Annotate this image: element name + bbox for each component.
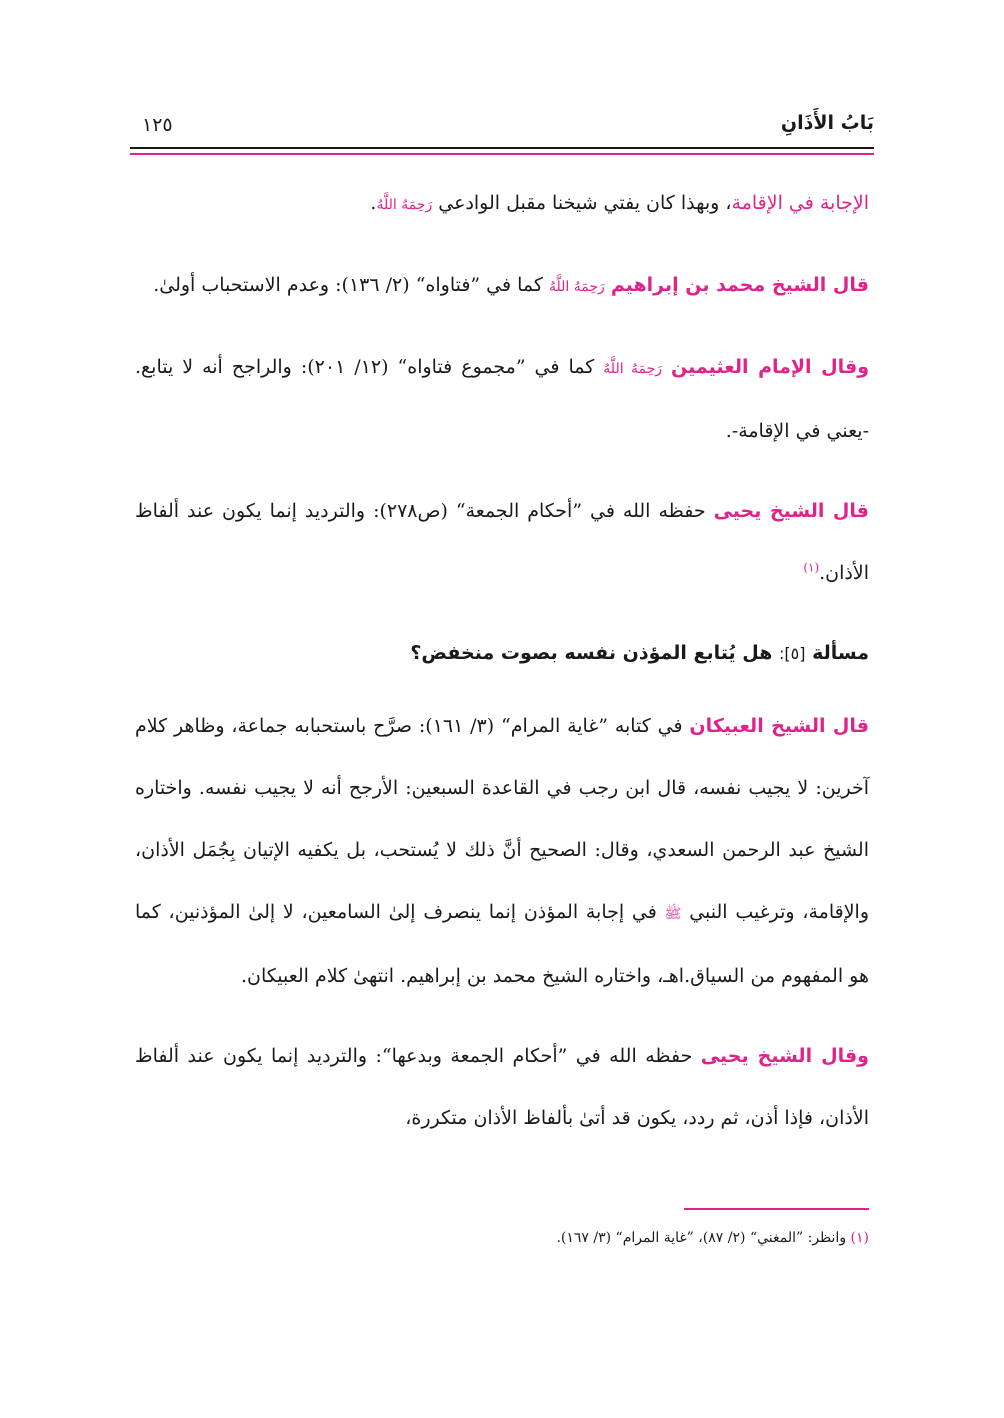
header-rule-pink (130, 153, 874, 155)
section-heading (135, 622, 869, 685)
paragraph-3 (135, 336, 869, 462)
footnote-rule (684, 1208, 869, 1210)
heading-label: مسألة (812, 642, 869, 664)
footnote-reference[interactable]: (١) (803, 560, 820, 575)
paragraph-2-text: كما في ”فتاواه“ (٢/ ١٣٦): وعدم الاستحباب أولىٰ. (153, 274, 543, 296)
paragraph-1 (135, 172, 869, 236)
paragraph-3-text: كما في ”مجموع فتاواه“ (١٢/ ٢٠١): والراجح أنه لا يتابع. -يعني في الإقامة-. (135, 356, 869, 442)
page-number: ١٢٥ (142, 114, 173, 136)
paragraph-4 (135, 480, 869, 604)
heading-number: [٥]: (779, 644, 806, 663)
paragraph-1-end: . (370, 192, 377, 214)
paragraph-1-text: ، وبهذا كان يفتي شيخنا مقبل الوادعي (438, 192, 732, 214)
speaker-name: قال الشيخ محمد بن إبراهيم (610, 274, 869, 296)
paragraph-5 (135, 695, 869, 1007)
paragraph-2 (135, 254, 869, 318)
speaker-name: قال الشيخ يحيى (713, 500, 869, 522)
page-header (130, 112, 874, 152)
speaker-name: قال الشيخ العبيكان (689, 715, 869, 737)
honorific-glyph: ﷺ (664, 906, 682, 922)
paragraph-1-lead: الإجابة في الإقامة (731, 192, 869, 214)
page-body (135, 172, 869, 1167)
footnote-text: وانظر: ”المغني“ (٢/ ٨٧)، ”غاية المرام“ (٣/ ١٦٧). (556, 1230, 847, 1246)
paragraph-5-text-2: في إجابة المؤذن إنما ينصرف إلىٰ السامعين، لا إلىٰ المؤذنين، كما هو المفهوم من السياق.اهـ، واختاره الشيخ محمد بن إبراهيم. انتهىٰ كلام العبيكان. (135, 901, 869, 987)
paragraph-6 (135, 1025, 869, 1149)
footnote-number: (١) (850, 1230, 869, 1246)
honorific-glyph: رَحِمَهُ اللَّهُ (603, 361, 663, 377)
footnote (135, 1226, 869, 1250)
paragraph-4-text: حفظه الله في ”أحكام الجمعة“ (ص٢٧٨): والترديد إنما يكون عند ألفاظ الأذان. (135, 500, 869, 584)
speaker-name: وقال الشيخ يحيى (700, 1045, 869, 1067)
paragraph-6-text: حفظه الله في ”أحكام الجمعة وبدعها“: والترديد إنما يكون عند ألفاظ الأذان، فإذا أذن، ثم ردد، يكون قد أتىٰ بألفاظ الأذان متكررة، (135, 1045, 869, 1129)
paragraph-5-text: في كتابه ”غاية المرام“ (٣/ ١٦١): صرَّح باستحبابه جماعة، وظاهر كلام آخرين: لا يجيب نفسه، قال ابن رجب في القاعدة السبعين: الأرجح أنه لا يجيب نفسه. واختاره الشيخ عبد الرحمن السعدي، وقال: الصحيح أنَّ ذلك لا يُستحب، بل يكفيه الإتيان بِجُمَل الأذان، والإقامة، وترغيب النبي (135, 715, 869, 923)
honorific-glyph: رَحِمَهُ اللَّهُ (549, 279, 605, 295)
header-rule-black (130, 147, 874, 149)
speaker-name: وقال الإمام العثيمين (671, 356, 870, 378)
chapter-title: بَابُ الأَذَانِ (780, 112, 874, 134)
heading-text: هل يُتابع المؤذن نفسه بصوت منخفض؟ (410, 642, 773, 664)
honorific-glyph: رَحِمَهُ اللَّهُ (376, 197, 433, 213)
